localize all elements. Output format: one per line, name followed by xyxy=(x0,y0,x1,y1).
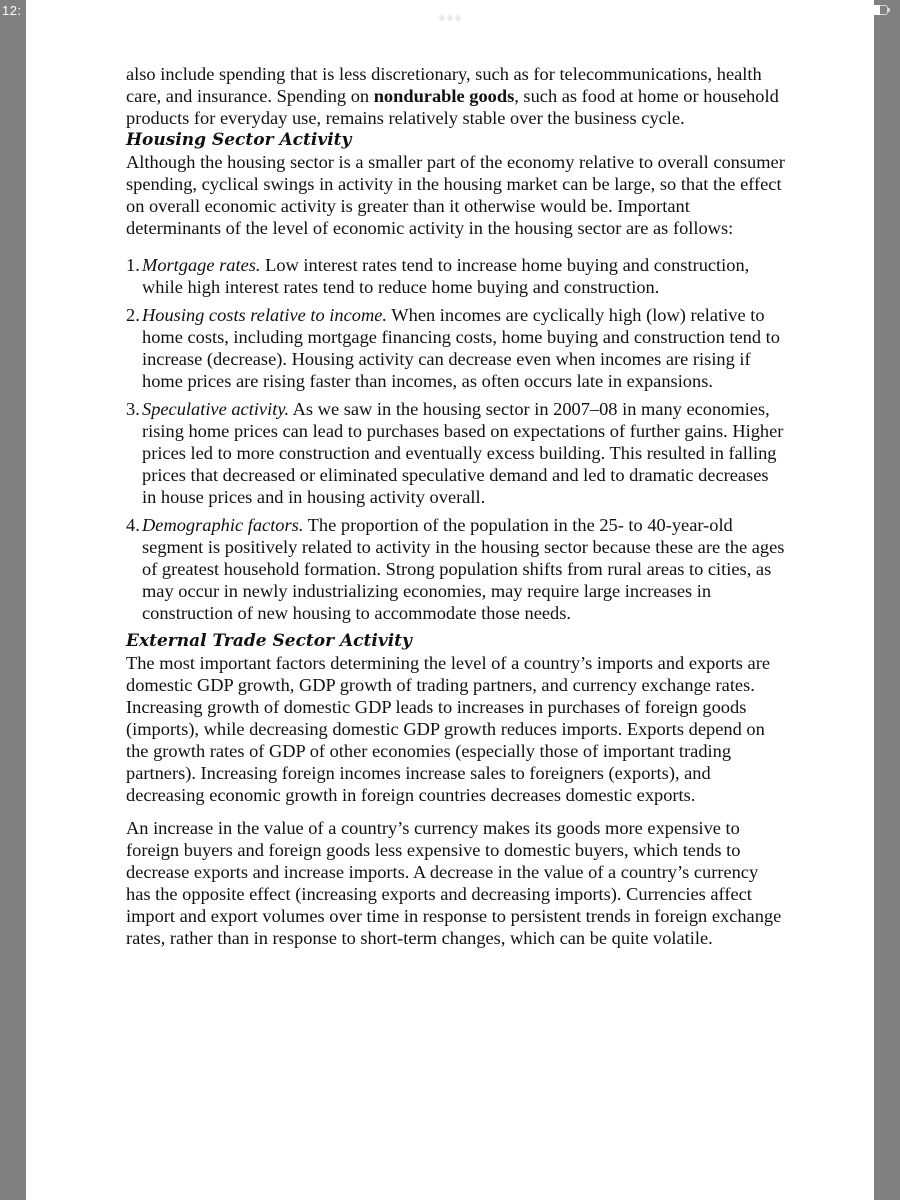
battery-icon xyxy=(870,5,888,15)
heading-housing-sector: Housing Sector Activity xyxy=(126,130,352,150)
intro-paragraph xyxy=(126,63,786,129)
list-number: 1. xyxy=(126,255,140,275)
status-bar-time: 12: xyxy=(2,3,22,18)
document-page[interactable] xyxy=(26,0,874,1200)
list-term: Mortgage rates. xyxy=(142,255,261,275)
trade-paragraph-1: The most important factors determining the level of a country’s imports and exports are domestic GDP growth, GDP growth of trading partners, and currency exchange rates. Increasing growth of domestic GDP leads to increases in purchases of foreign goods (imports), while decreasing domestic GDP growth reduces imports. Exports depend on the growth rates of GDP of other economies (especially those of important trading partners). Increasing foreign incomes increase sales to foreigners (exports), and decreasing economic growth in foreign countries decreases domestic exports. xyxy=(126,653,771,805)
bold-term-nondurable-goods: nondurable goods xyxy=(373,86,515,106)
housing-factors-list xyxy=(126,254,786,624)
housing-paragraph: Although the housing sector is a smaller part of the economy relative to overall consumer spending, cyclical swings in activity in the housing market can be large, so that the effect on overall economic activity is greater than it otherwise would be. Important determinants of the level of economic activity in the housing sector are as follows: xyxy=(126,152,785,238)
list-term: Housing costs relative to income. xyxy=(142,305,387,325)
heading-external-trade: External Trade Sector Activity xyxy=(126,631,412,651)
list-text: When incomes are cyclically high (low) relative to home costs, including mortgage financing costs, home buying and construction tend to increase (decrease). Housing activity can decrease even when incomes are rising if home prices are rising faster than incomes, as often occurs late in expansions. xyxy=(142,305,780,391)
list-item xyxy=(126,254,786,298)
list-item xyxy=(126,304,786,392)
list-term: Demographic factors. xyxy=(142,515,304,535)
battery-level xyxy=(870,5,880,15)
list-item xyxy=(126,514,786,624)
dot xyxy=(439,15,445,21)
three-dots-icon[interactable] xyxy=(26,8,874,16)
dot xyxy=(447,15,453,21)
list-number: 2. xyxy=(126,305,140,325)
list-term: Speculative activity. xyxy=(142,399,290,419)
list-text: Low interest rates tend to increase home buying and construction, while high interest rates tend to reduce home buying and construction. xyxy=(142,255,750,297)
list-text: The proportion of the population in the 25- to 40-year-old segment is positively related to activity in the housing sector because these are the ages of greatest household formation. Strong population shifts from rural areas to cities, as may occur in newly industrializing economies, may require large increases in construction of new housing to accommodate those needs. xyxy=(142,515,785,623)
dot xyxy=(455,15,461,21)
intro-text-end: , such as food at home or household products for everyday use, remains relatively stable over the business cycle. xyxy=(126,86,779,128)
document-content xyxy=(126,63,786,949)
list-number: 3. xyxy=(126,399,140,419)
trade-paragraph-2: An increase in the value of a country’s currency makes its goods more expensive to foreign buyers and foreign goods less expensive to domestic buyers, which tends to decrease exports and increase imports. A decrease in the value of a country’s currency has the opposite effect (increasing exports and decreasing imports). Currencies affect import and export volumes over time in response to persistent trends in foreign exchange rates, rather than in response to short-term changes, which can be quite volatile. xyxy=(126,818,782,948)
list-number: 4. xyxy=(126,515,140,535)
list-item xyxy=(126,398,786,508)
list-text: As we saw in the housing sector in 2007–08 in many economies, rising home prices can lead to purchases based on expectations of further gains. Higher prices led to more construction and eventually excess building. This resulted in falling prices that decreased or eliminated speculative demand and led to dramatic decreases in house prices and in housing activity overall. xyxy=(142,399,784,507)
intro-text-start: also include spending that is less discretionary, such as for telecommunications, health care, and insurance. Spending on xyxy=(126,64,762,106)
